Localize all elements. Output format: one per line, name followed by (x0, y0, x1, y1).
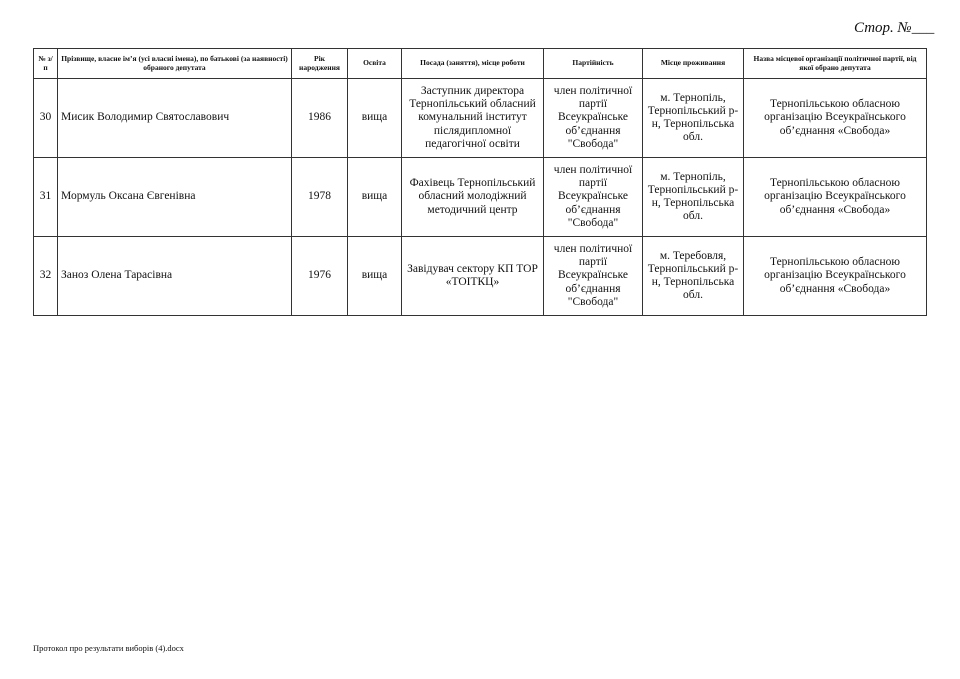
page-number-label: Стор. №___ (854, 20, 935, 36)
header-education: Освіта (348, 49, 402, 79)
education: вища (348, 237, 402, 316)
footer-filename: Протокол про результати виборів (4).docx (33, 643, 184, 653)
header-organization: Назва місцевої організації політичної партії, від якої обрано депутата (744, 49, 927, 79)
party-affiliation: член політичної партії Всеукраїнське об’єднання "Свобода" (544, 237, 643, 316)
row-number: 31 (34, 158, 58, 237)
table-row (34, 237, 927, 316)
party-organization: Тернопільською обласною організацію Всеукраїнського об’єднання «Свобода» (744, 79, 927, 158)
deputies-table (33, 48, 927, 316)
deputy-name: Мисик Володимир Святославович (58, 79, 292, 158)
header-number: № з/п (34, 49, 58, 79)
header-full-name: Прізвище, власне ім’я (усі власні імена), по батькові (за наявності) обраного депутата (58, 49, 292, 79)
party-organization: Тернопільською обласною організацію Всеукраїнського об’єднання «Свобода» (744, 158, 927, 237)
row-number: 32 (34, 237, 58, 316)
position: Фахівець Тернопільський обласний молодіжний методичний центр (402, 158, 544, 237)
deputy-name: Заноз Олена Тарасівна (58, 237, 292, 316)
birth-year: 1976 (292, 237, 348, 316)
position: Завідувач сектору КП ТОР «ТОІТКЦ» (402, 237, 544, 316)
education: вища (348, 79, 402, 158)
residence: м. Тернопіль, Тернопільський р-н, Тернопільська обл. (643, 158, 744, 237)
party-affiliation: член політичної партії Всеукраїнське об’єднання "Свобода" (544, 79, 643, 158)
header-party: Партійність (544, 49, 643, 79)
education: вища (348, 158, 402, 237)
birth-year: 1978 (292, 158, 348, 237)
table-body (34, 79, 927, 316)
deputy-name: Мормуль Оксана Євгенівна (58, 158, 292, 237)
header-residence: Місце проживання (643, 49, 744, 79)
party-affiliation: член політичної партії Всеукраїнське об’єднання "Свобода" (544, 158, 643, 237)
residence: м. Тернопіль, Тернопільський р-н, Тернопільська обл. (643, 79, 744, 158)
table-row (34, 79, 927, 158)
header-birth-year: Рік народження (292, 49, 348, 79)
birth-year: 1986 (292, 79, 348, 158)
party-organization: Тернопільською обласною організацію Всеукраїнського об’єднання «Свобода» (744, 237, 927, 316)
header-row (34, 49, 927, 79)
row-number: 30 (34, 79, 58, 158)
position: Заступник директора Тернопільський обласний комунальний інститут післядипломної педагогічної освіти (402, 79, 544, 158)
header-position: Посада (заняття), місце роботи (402, 49, 544, 79)
residence: м. Теребовля, Тернопільський р-н, Тернопільська обл. (643, 237, 744, 316)
table-header (34, 49, 927, 79)
table-row (34, 158, 927, 237)
